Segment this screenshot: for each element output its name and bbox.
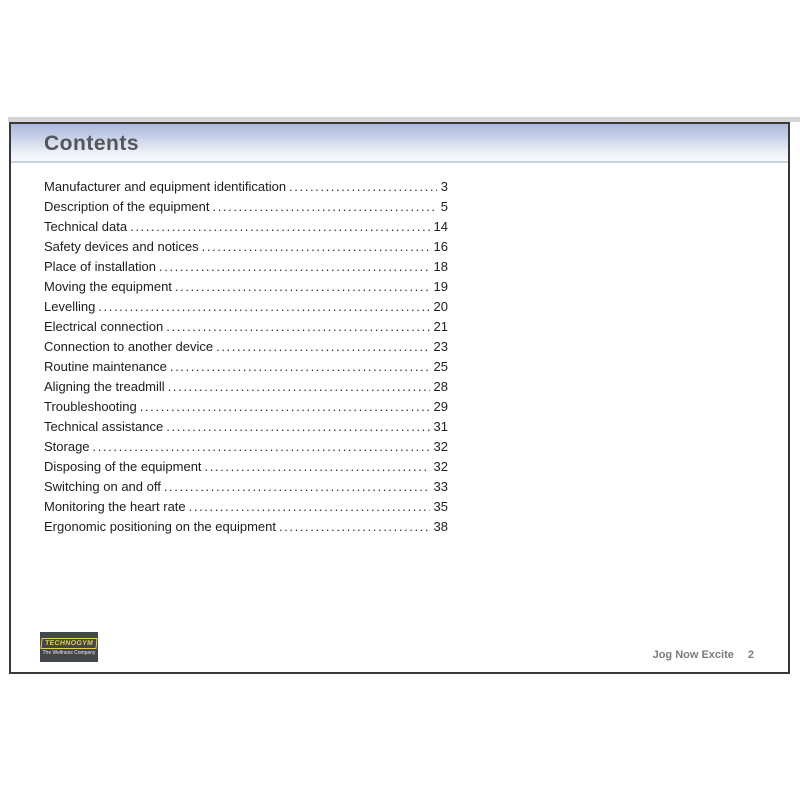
- toc-leader-dots: [166, 319, 429, 334]
- toc-entry[interactable]: [44, 219, 448, 239]
- toc-entry-page-number: 31: [433, 419, 448, 434]
- toc-leader-dots: [170, 359, 430, 374]
- toc-leader-dots: [140, 399, 430, 414]
- toc-entry-label: Aligning the treadmill: [44, 379, 165, 394]
- toc-entry-page-number: 32: [433, 459, 448, 474]
- toc-entry-label: Disposing of the equipment: [44, 459, 202, 474]
- toc-entry-label: Levelling: [44, 299, 96, 314]
- toc-entry-label: Description of the equipment: [44, 199, 210, 214]
- toc-leader-dots: [93, 439, 430, 454]
- toc-entry-page-number: 20: [433, 299, 448, 314]
- toc-leader-dots: [202, 239, 430, 254]
- toc-leader-dots: [189, 499, 430, 514]
- toc-entry-page-number: 21: [433, 319, 448, 334]
- toc-entry[interactable]: [44, 179, 448, 199]
- toc-entry[interactable]: [44, 359, 448, 379]
- toc-entry-label: Connection to another device: [44, 339, 214, 354]
- toc-entry[interactable]: [44, 259, 448, 279]
- toc-entry-page-number: 19: [433, 279, 448, 294]
- toc-entry-page-number: 32: [433, 439, 448, 454]
- toc-entry[interactable]: [44, 419, 448, 439]
- toc-leader-dots: [175, 279, 430, 294]
- toc-entry-page-number: 16: [433, 239, 448, 254]
- toc-leader-dots: [289, 179, 437, 194]
- technogym-logo-tagline: The Wellness Company: [42, 650, 96, 656]
- toc-entry[interactable]: [44, 499, 448, 519]
- page-footer: [653, 649, 754, 661]
- footer-page-number: 2: [747, 649, 754, 661]
- technogym-logo: [40, 632, 98, 662]
- toc-leader-dots: [159, 259, 430, 274]
- toc-entry-page-number: 38: [433, 519, 448, 534]
- toc-entry-page-number: 3: [440, 179, 448, 194]
- toc-entry-label: Moving the equipment: [44, 279, 172, 294]
- toc-leader-dots: [164, 479, 430, 494]
- page-title: Contents: [44, 132, 139, 155]
- toc-entry-page-number: 18: [433, 259, 448, 274]
- toc-entry[interactable]: [44, 519, 448, 539]
- toc-entry[interactable]: [44, 439, 448, 459]
- toc-entry[interactable]: [44, 339, 448, 359]
- toc-entry[interactable]: [44, 299, 448, 319]
- toc-entry-label: Troubleshooting: [44, 399, 137, 414]
- toc-entry-label: Place of installation: [44, 259, 157, 274]
- toc-entry[interactable]: [44, 379, 448, 399]
- toc-entry-label: Routine maintenance: [44, 359, 167, 374]
- toc-leader-dots: [205, 459, 430, 474]
- toc-leader-dots: [130, 219, 429, 234]
- toc-leader-dots: [279, 519, 430, 534]
- toc-entry[interactable]: [44, 319, 448, 339]
- footer-product-name: Jog Now Excite: [652, 649, 734, 661]
- toc-entry[interactable]: [44, 239, 448, 259]
- document-page: [9, 122, 790, 674]
- toc-entry-page-number: 25: [433, 359, 448, 374]
- toc-entry-label: Manufacturer and equipment identification: [44, 179, 287, 194]
- toc-leader-dots: [98, 299, 429, 314]
- toc-entry-page-number: 35: [433, 499, 448, 514]
- toc-leader-dots: [212, 199, 436, 214]
- toc-entry-label: Storage: [44, 439, 90, 454]
- toc-list: [44, 179, 448, 539]
- toc-entry[interactable]: [44, 399, 448, 419]
- toc-entry[interactable]: [44, 479, 448, 499]
- toc-entry-page-number: 33: [433, 479, 448, 494]
- toc-entry[interactable]: [44, 199, 448, 219]
- toc-leader-dots: [166, 419, 429, 434]
- toc-entry-label: Safety devices and notices: [44, 239, 199, 254]
- toc-entry-page-number: 23: [433, 339, 448, 354]
- toc-entry-label: Technical assistance: [44, 419, 164, 434]
- toc-entry-label: Ergonomic positioning on the equipment: [44, 519, 276, 534]
- toc-entry-page-number: 5: [440, 199, 448, 214]
- toc-entry[interactable]: [44, 279, 448, 299]
- toc-leader-dots: [168, 379, 430, 394]
- toc-entry-label: Technical data: [44, 219, 128, 234]
- toc-entry[interactable]: [44, 459, 448, 479]
- page-header: [11, 124, 788, 163]
- toc-entry-page-number: 14: [433, 219, 448, 234]
- technogym-logo-wordmark: TECHNOGYM: [40, 638, 97, 649]
- toc-leader-dots: [216, 339, 429, 354]
- toc-entry-page-number: 28: [433, 379, 448, 394]
- toc-entry-label: Monitoring the heart rate: [44, 499, 186, 514]
- toc-entry-label: Electrical connection: [44, 319, 164, 334]
- toc-entry-label: Switching on and off: [44, 479, 161, 494]
- toc-entry-page-number: 29: [433, 399, 448, 414]
